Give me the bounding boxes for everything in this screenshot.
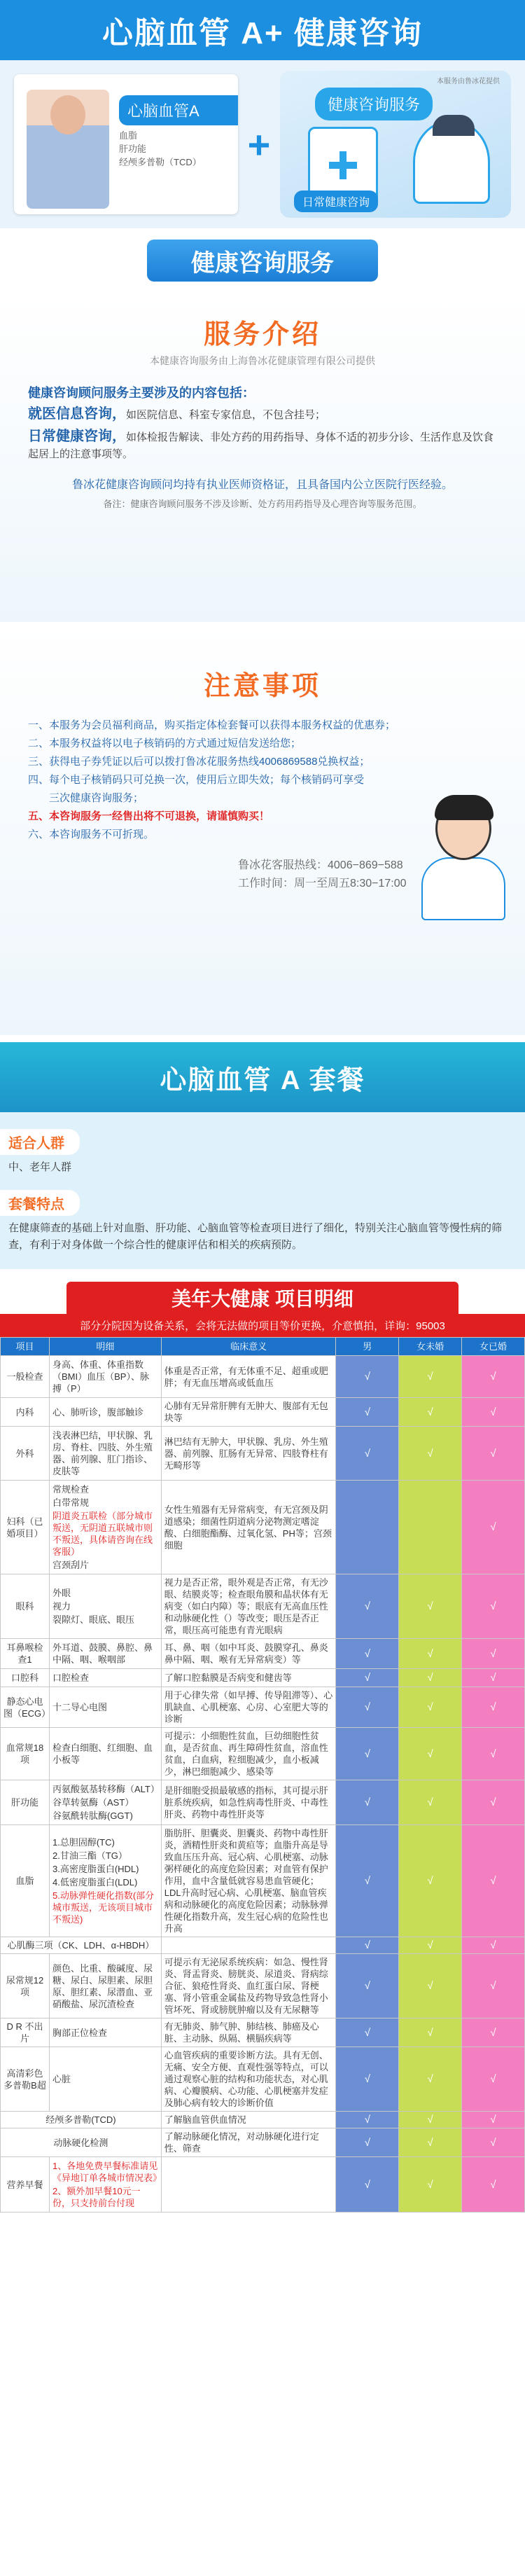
row-item: 白带常规 xyxy=(52,1497,89,1508)
consult-bubble: 健康咨询服务 xyxy=(315,88,433,120)
provider-note: 本服务由鲁冰花提供 xyxy=(436,78,500,85)
table-row xyxy=(1,1481,525,1574)
row-meaning: 耳、鼻、咽（如中耳炎、鼓膜穿孔、鼻炎鼻中隔、咽、喉有无异常病变）等 xyxy=(161,1639,336,1669)
check-mark-icon: √ xyxy=(399,2018,462,2047)
table-row xyxy=(1,1780,525,1825)
check-mark-icon: √ xyxy=(336,1639,399,1669)
row-meaning: 淋巴结有无肿大，甲状腺、乳房、外生殖器、前列腺、肛肠有无异常、四肢脊柱有无畸形等 xyxy=(161,1427,336,1481)
page-header xyxy=(0,0,525,60)
check-mark-icon: √ xyxy=(462,2157,525,2213)
table-row xyxy=(1,1669,525,1687)
row-category: 经颅多普勒(TCD) xyxy=(1,2112,162,2128)
check-mark-icon: √ xyxy=(462,1728,525,1780)
check-mark-icon: √ xyxy=(336,1669,399,1687)
row-items xyxy=(49,1481,161,1574)
doctor-avatar-icon xyxy=(413,120,490,204)
row-item: 1、各地免费早餐标准请见《异地订单各城市情况表》 xyxy=(52,2161,162,2183)
row-item: 5.动脉弹性硬化指数(部分城市叛送，无该项目城市不叛送) xyxy=(52,1890,155,1925)
intro-note: 备注：健康咨询顾问服务不涉及诊断、处方药用药指导及心理咨询等服务范围。 xyxy=(103,499,422,509)
col-header: 明细 xyxy=(49,1338,161,1356)
check-mark-icon: √ xyxy=(399,1398,462,1427)
notice-item: 六、本咨询服务不可折现。 xyxy=(28,829,155,840)
notice-item: 四、每个电子核销码只可兑换一次，使用后立即失效；每个核销码可享受 xyxy=(28,774,365,786)
row-item: 2.甘油三酯（TG） xyxy=(52,1850,127,1861)
audience-block xyxy=(0,1129,525,1180)
col-header: 女未婚 xyxy=(399,1338,462,1356)
row-items xyxy=(49,1687,161,1728)
check-mark-icon: √ xyxy=(462,1639,525,1669)
row-items xyxy=(49,1398,161,1427)
check-mark-icon: √ xyxy=(399,2047,462,2112)
check-mark-icon xyxy=(336,1481,399,1574)
check-mark-icon: √ xyxy=(336,1937,399,1954)
row-category: 血脂 xyxy=(1,1825,50,1937)
row-category: 内科 xyxy=(1,1398,50,1427)
table-row xyxy=(1,1639,525,1669)
check-mark-icon: √ xyxy=(462,1780,525,1825)
notice-section xyxy=(0,622,525,1035)
row-item: 胸部正位检查 xyxy=(52,2027,107,2038)
check-mark-icon: √ xyxy=(336,2128,399,2157)
row-category: 肝功能 xyxy=(1,1780,50,1825)
detail-subtitle: 部分分院因为设备关系，会将无法做的项目等价更换，介意慎拍，详询：95003 xyxy=(0,1314,525,1337)
service-intro-section xyxy=(0,293,525,622)
table-row xyxy=(1,1687,525,1728)
row-item: 检查白细胞、红细胞、血小板等 xyxy=(52,1743,153,1765)
check-mark-icon: √ xyxy=(462,1825,525,1937)
row-category: 动脉硬化检测 xyxy=(1,2128,162,2157)
table-row xyxy=(1,2112,525,2128)
check-mark-icon: √ xyxy=(336,2018,399,2047)
table-row xyxy=(1,1937,525,1954)
row-category: 血常规18项 xyxy=(1,1728,50,1780)
package-item: 经颅多普勒（TCD） xyxy=(119,157,202,167)
row-category: 尿常规12项 xyxy=(1,1954,50,2018)
detail-table-body xyxy=(1,1356,525,2213)
table-row xyxy=(1,2047,525,2112)
hotline-number: 鲁冰花客服热线：4006−869−588 xyxy=(238,859,403,871)
audience-text: 中、老年人群 xyxy=(8,1161,72,1173)
header-title: 心脑血管 A+ 健康咨询 xyxy=(102,16,423,50)
row-item: 心、肺听诊，腹部触诊 xyxy=(52,1406,144,1418)
daily-consult-badge: 日常健康咨询 xyxy=(294,191,378,212)
row-items xyxy=(49,1574,161,1639)
row-category: 一般检查 xyxy=(1,1356,50,1398)
row-meaning: 了解动脉硬化情况，对动脉硬化进行定性、筛查 xyxy=(161,2128,336,2157)
notice-item: 一、本服务为会员福利商品，购买指定体检套餐可以获得本服务权益的优惠券； xyxy=(28,719,396,731)
row-item: 浅表淋巴结，甲状腺、乳房、脊柱、四肢、外生殖器、前列腺、肛门指诊、皮肤等 xyxy=(52,1430,153,1476)
check-mark-icon: √ xyxy=(399,1937,462,1954)
check-mark-icon: √ xyxy=(336,1825,399,1937)
intro-paragraph-1: 就医信息咨询，如医院信息、科室专家信息，不包含挂号； xyxy=(28,406,326,422)
table-row xyxy=(1,1427,525,1481)
row-category: 眼科 xyxy=(1,1574,50,1639)
check-mark-icon: √ xyxy=(336,1356,399,1398)
check-mark-icon: √ xyxy=(336,1574,399,1639)
row-items xyxy=(49,1780,161,1825)
row-meaning: 体重是否正常，有无体重不足、超重或肥胖；有无血压增高或低血压 xyxy=(161,1356,336,1398)
check-mark-icon: √ xyxy=(462,1356,525,1398)
row-item: 4.低密度脂蛋白(LDL) xyxy=(52,1877,138,1888)
check-mark-icon: √ xyxy=(336,1687,399,1728)
row-items xyxy=(49,1639,161,1669)
col-header: 项目 xyxy=(1,1338,50,1356)
table-row xyxy=(1,1825,525,1937)
row-items xyxy=(49,1728,161,1780)
row-item: 1.总胆固醇(TC) xyxy=(52,1837,115,1848)
col-header: 男 xyxy=(336,1338,399,1356)
check-mark-icon: √ xyxy=(336,1728,399,1780)
row-item: 身高、体重、体重指数（BMI）血压（BP）、脉搏（P） xyxy=(52,1359,149,1394)
check-mark-icon: √ xyxy=(399,2112,462,2128)
table-row xyxy=(1,2157,525,2213)
row-meaning: 用于心律失常（如早搏、传导阻滞等）、心肌缺血、心肌梗塞、心房、心室肥大等的诊断 xyxy=(161,1687,336,1728)
row-meaning: 了解口腔黏膜是否病变和健齿等 xyxy=(161,1669,336,1687)
check-mark-icon: √ xyxy=(336,2157,399,2213)
row-item: 外眼 xyxy=(52,1588,71,1598)
doctor-illustration-icon xyxy=(421,797,505,930)
check-mark-icon: √ xyxy=(336,2112,399,2128)
check-mark-icon: √ xyxy=(399,2128,462,2157)
check-mark-icon: √ xyxy=(462,1954,525,2018)
row-item: 颜色、比重、酸碱度、尿糖、尿白、尿胆素、尿胆原、胆红素、尿潜血、亚硝酸盐、尿沉渣检查 xyxy=(52,1962,153,2009)
package-items xyxy=(119,129,202,169)
notice-item: 三、获得电子券凭证以后可以拨打鲁冰花服务热线4006869588兑换权益； xyxy=(28,756,370,768)
check-mark-icon: √ xyxy=(336,1427,399,1481)
row-items xyxy=(49,1669,161,1687)
table-row xyxy=(1,2128,525,2157)
service-ribbon: 健康咨询服务 xyxy=(147,240,378,282)
row-item: 3.高密度脂蛋白(HDL) xyxy=(52,1864,139,1874)
table-row xyxy=(1,2018,525,2047)
check-mark-icon: √ xyxy=(336,2047,399,2112)
audience-tag: 适合人群 xyxy=(0,1129,80,1155)
row-category: 高清彩色多普勒B超 xyxy=(1,2047,50,2112)
working-hours: 工作时间：周一至周五8:30−17:00 xyxy=(238,878,407,889)
check-mark-icon: √ xyxy=(462,1687,525,1728)
row-meaning: 了解脑血管供血情况 xyxy=(161,2112,336,2128)
row-meaning: 视力是否正常，眼外观是否正常，有无沙眼、结膜炎等；检查眼角膜和晶状体有无病变（如白内障）等；眼底有无高血压性和动脉硬化性（）等改变；眼压是否正常，眼压高可能患有青光眼病 xyxy=(161,1574,336,1639)
row-items xyxy=(49,1954,161,2018)
package-item: 肝功能 xyxy=(119,144,147,154)
notice-title: 注意事项 xyxy=(203,672,321,701)
package-label: 心脑血管A xyxy=(119,95,238,125)
row-category: D R 不出片 xyxy=(1,2018,50,2047)
check-mark-icon: √ xyxy=(399,1427,462,1481)
intro-provider: 本健康咨询服务由上海鲁冰花健康管理有限公司提供 xyxy=(150,355,375,366)
feature-text: 在健康筛查的基础上针对血脂、肝功能、心脑血管等检查项目进行了细化，特别关注心脑血管等慢性病的筛查，有利于对身体做一个综合性的健康评估和相关的疾病预防。 xyxy=(8,1222,503,1251)
table-row xyxy=(1,1574,525,1639)
check-mark-icon: √ xyxy=(336,1780,399,1825)
row-meaning: 可提示：小细胞性贫血，巨幼细胞性贫血，是否贫血、再生障碍性贫血，溶血性贫血，白血病，粒细胞减少，血小板减少，淋巴细胞减少、感染等 xyxy=(161,1728,336,1780)
row-item: 丙氨酸氨基转移酶（ALT） xyxy=(52,1784,160,1794)
check-mark-icon: √ xyxy=(399,1780,462,1825)
check-mark-icon: √ xyxy=(399,1687,462,1728)
row-item: 谷草转氨酶（AST） xyxy=(52,1797,134,1808)
col-header: 临床意义 xyxy=(161,1338,336,1356)
row-items xyxy=(49,2157,161,2213)
intro-qualification: 鲁冰花健康咨询顾问均持有执业医师资格证，且具备国内公立医院行医经验。 xyxy=(71,479,453,491)
package-title-band xyxy=(0,1042,525,1112)
row-items xyxy=(49,2018,161,2047)
notice-item: 三次健康咨询服务； xyxy=(28,792,144,804)
check-mark-icon: √ xyxy=(399,1728,462,1780)
detail-title: 美年大健康 项目明细 xyxy=(66,1282,458,1314)
row-item: 2、额外加早餐10元一份，只支持前台付现 xyxy=(52,2186,141,2208)
row-meaning xyxy=(161,1937,336,1954)
hero-banner xyxy=(0,60,525,228)
patient-photo-icon xyxy=(27,90,109,209)
check-mark-icon: √ xyxy=(399,1639,462,1669)
row-items xyxy=(49,1427,161,1481)
row-category: 外科 xyxy=(1,1427,50,1481)
intro-lead: 健康咨询顾问服务主要涉及的内容包括： xyxy=(28,386,255,400)
table-row xyxy=(1,1954,525,2018)
row-items xyxy=(49,1356,161,1398)
row-meaning: 心血管疾病的重要诊断方法。具有无创、无痛、安全方便、直观性强等特点，可以通过观察心脏的结构和功能状态，对心肌病、心瓣膜病、心功能、心肌梗塞并发症及肺心病有较大的诊断价值 xyxy=(161,2047,336,2112)
row-category: 静态心电图（ECG） xyxy=(1,1687,50,1728)
table-row xyxy=(1,1356,525,1398)
table-row xyxy=(1,1398,525,1427)
row-meaning: 是肝细胞受损最敏感的指标，其可提示肝脏系统疾病，如急性病毒性肝炎、中毒性肝炎、药物中毒性肝炎等 xyxy=(161,1780,336,1825)
row-item: 心脏 xyxy=(52,2074,71,2084)
check-mark-icon: √ xyxy=(462,1574,525,1639)
row-meaning: 脂肪肝、胆囊炎、胆囊炎、药物中毒性肝炎，酒精性肝炎和黄疸等；血脂升高是导致血压压升高、冠心病、心肌梗塞、动脉粥样硬化的高度危险因素；对血管有保护作用，血中含量低就容易患血管硬化；LDL升高时冠心病、心肌梗塞、脑血管疾病和动脉硬化的高度危险因素；动脉脉弹性硬化指数升高，发生冠心病的危险性也升高 xyxy=(161,1825,336,1937)
row-category: 耳鼻喉检查1 xyxy=(1,1639,50,1669)
row-item: 裂隙灯、眼底、眼压 xyxy=(52,1614,134,1625)
row-items xyxy=(49,2047,161,2112)
row-item: 常规检查 xyxy=(52,1484,89,1495)
check-mark-icon: √ xyxy=(399,2157,462,2213)
medical-cross-icon xyxy=(329,151,357,179)
row-items xyxy=(49,1825,161,1937)
package-card xyxy=(14,74,238,214)
check-mark-icon: √ xyxy=(462,2112,525,2128)
row-meaning: 可提示有无泌尿系统疾病：如急、慢性肾炎、肾盂肾炎、膀胱炎、尿道炎、肾病综合征、狼疮性肾炎、血红蛋白尿、肾梗塞、肾小管重金属盐及药物导致急性肾小管坏死、肾或膀胱肿瘤以及有无尿糖等 xyxy=(161,1954,336,2018)
row-meaning: 心肺有无异常肝脾有无肿大、腹部有无包块等 xyxy=(161,1398,336,1427)
check-mark-icon: √ xyxy=(336,1398,399,1427)
check-mark-icon: √ xyxy=(462,1481,525,1574)
check-mark-icon: √ xyxy=(462,1427,525,1481)
check-mark-icon: √ xyxy=(462,1937,525,1954)
check-mark-icon: √ xyxy=(399,1356,462,1398)
check-mark-icon: √ xyxy=(336,1954,399,2018)
package-body xyxy=(0,1112,525,1269)
intro-paragraph-2: 日常健康咨询，如体检报告解读、非处方药的用药指导、身体不适的初步分诊、生活作息及饮食起居上的注意事项等。 xyxy=(28,429,494,460)
notice-item: 二、本服务权益将以电子核销码的方式通过短信发送给您； xyxy=(28,738,302,749)
check-mark-icon: √ xyxy=(399,1954,462,2018)
plus-icon: + xyxy=(247,122,271,167)
check-mark-icon: √ xyxy=(399,1669,462,1687)
package-title: 心脑血管 A 套餐 xyxy=(160,1065,365,1095)
check-mark-icon: √ xyxy=(462,2018,525,2047)
row-item: 宫颈刮片 xyxy=(52,1560,89,1570)
check-mark-icon: √ xyxy=(462,2047,525,2112)
row-category: 营养早餐 xyxy=(1,2157,50,2213)
notice-item-warning: 五、本咨询服务一经售出将不可退换，请谨慎购买！ xyxy=(28,810,270,822)
row-category: 心肌酶三项（CK、LDH、α-HBDH） xyxy=(1,1937,162,1954)
row-category: 口腔科 xyxy=(1,1669,50,1687)
row-item: 十二导心电图 xyxy=(52,1702,107,1712)
table-row xyxy=(1,1728,525,1780)
row-item: 外耳道、鼓膜、鼻腔、鼻中隔、咽、喉咽部 xyxy=(52,1642,153,1665)
check-mark-icon: √ xyxy=(399,1825,462,1937)
row-meaning: 有无肺炎、肺气肿、肺结核、肺癌及心脏、主动脉、纵隔、横膈疾病等 xyxy=(161,2018,336,2047)
row-item: 谷氨酰转肽酶(GGT) xyxy=(52,1810,133,1821)
check-mark-icon: √ xyxy=(399,1574,462,1639)
table-header-row xyxy=(1,1338,525,1356)
intro-title: 服务介绍 xyxy=(203,320,321,349)
row-item: 阴道炎五联检（部分城市叛送，无阴道五联城市则不叛送，具体请咨询在线客服） xyxy=(52,1511,153,1557)
package-item: 血脂 xyxy=(119,130,138,141)
row-category: 妇科（已婚项目） xyxy=(1,1481,50,1574)
check-mark-icon xyxy=(399,1481,462,1574)
row-meaning xyxy=(161,2157,336,2213)
row-item: 口腔检查 xyxy=(52,1673,89,1683)
col-header: 女已婚 xyxy=(462,1338,525,1356)
check-mark-icon: √ xyxy=(462,1398,525,1427)
detail-table xyxy=(0,1337,525,2213)
row-item: 视力 xyxy=(52,1601,71,1612)
check-mark-icon: √ xyxy=(462,2128,525,2157)
row-meaning: 女性生殖器有无异常病变，有无宫颈及阴道感染；细菌性阴道病分泌物测定嗜淀酸、白细胞酯酶、过氧化氢、PH等；宫颈细胞 xyxy=(161,1481,336,1574)
feature-block xyxy=(0,1190,525,1258)
check-mark-icon: √ xyxy=(462,1669,525,1687)
consult-card xyxy=(280,71,511,218)
feature-tag: 套餐特点 xyxy=(0,1190,80,1216)
